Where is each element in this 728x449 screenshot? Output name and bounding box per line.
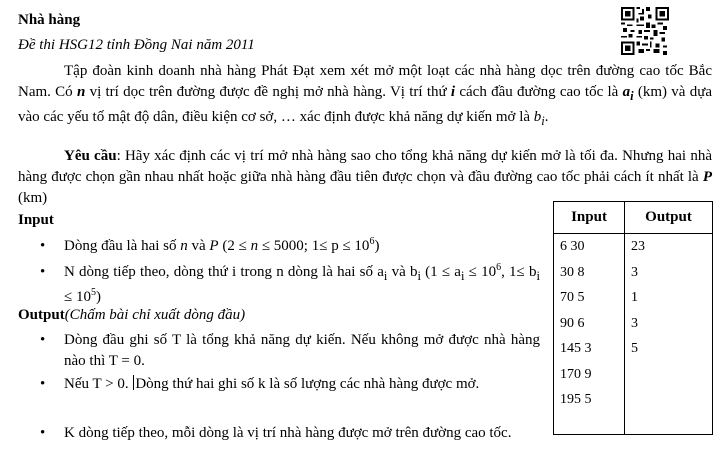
requirement-paragraph — [18, 146, 712, 209]
superscript: 5 — [90, 287, 96, 298]
text-run: N dòng tiếp theo, dòng thứ i trong n dòng là hai số a — [64, 264, 384, 280]
var-a: a — [622, 84, 631, 100]
problem-title: Nhà hàng — [18, 12, 81, 28]
output-bullet-3: K dòng tiếp theo, mỗi dòng là vị trí nhà hàng được mở trên đường cao tốc. — [64, 425, 512, 441]
var-n: n — [180, 238, 188, 254]
var-b: b — [533, 109, 542, 125]
bullet-icon: • — [40, 425, 46, 441]
input-bullet-2 — [64, 262, 540, 308]
output-line: 1 — [631, 290, 639, 305]
text-run: Nếu T > 0. — [64, 376, 129, 392]
output-heading: Output — [18, 307, 65, 323]
bullet-icon: • — [40, 332, 46, 348]
table-header-row — [554, 202, 713, 234]
text-run: (2 ≤ — [218, 238, 251, 254]
input-line: 145 3 — [560, 341, 592, 356]
requirement-label: Yêu cầu — [64, 148, 117, 164]
text-run: ) — [374, 238, 380, 254]
text-run: vị trí dọc trên đường được đề nghị mở nhà hàng. Vị trí thứ — [85, 84, 451, 100]
table-row — [554, 234, 713, 435]
text-run: ) — [95, 289, 101, 305]
var-a-sub: i — [630, 89, 634, 103]
bullet-icon: • — [40, 264, 46, 280]
output-line: 23 — [631, 239, 646, 254]
subscript: i — [460, 269, 465, 283]
bullet-icon: • — [40, 376, 46, 392]
output-bullet-1: Dòng đầu ghi số T là tổng khả năng dự kiến. Nếu không mở được nhà hàng nào thì T = 0. — [64, 332, 540, 369]
var-n: n — [76, 84, 86, 100]
output-line: 3 — [631, 264, 639, 280]
text-run: ≤ 10 — [64, 289, 91, 305]
input-line: 170 9 — [560, 366, 592, 382]
text-run: Tập đoàn kinh doanh nhà hàng Phát Đạt xem xét mở một loạt các nhà hàng dọc trên đường cao tốc Bắc Nam. Có — [18, 63, 712, 100]
var-b-sub: i — [541, 114, 545, 128]
text-run: cách đầu đường cao tốc là — [455, 84, 623, 100]
subscript: i — [417, 269, 421, 283]
text-run: ≤ 5000; 1≤ p ≤ 10 — [258, 238, 370, 254]
example-table — [553, 201, 713, 435]
var-i: i — [450, 84, 456, 100]
var-p: P — [209, 238, 219, 254]
output-bullet-2 — [64, 374, 540, 395]
text-run: Dòng đầu là hai số — [64, 238, 181, 254]
output-line: 3 — [631, 315, 639, 331]
input-line: 195 5 — [560, 392, 592, 407]
input-cell — [554, 234, 625, 435]
description-paragraph — [18, 61, 712, 132]
superscript: 6 — [369, 236, 375, 247]
var-p: P — [702, 169, 712, 185]
input-line: 70 5 — [560, 290, 585, 305]
text-run: , 1≤ b — [501, 264, 537, 280]
subscript: i — [383, 269, 388, 283]
var-n: n — [250, 238, 259, 254]
text-run: (km) — [18, 190, 48, 206]
input-line: 6 30 — [560, 239, 585, 254]
output-note: (Chấm bài chỉ xuất dòng đầu) — [64, 307, 246, 323]
bullet-icon: • — [40, 238, 46, 254]
problem-source: Đề thi HSG12 tỉnh Đồng Nai năm 2011 — [18, 37, 255, 53]
subscript: i — [536, 269, 540, 283]
output-line: 5 — [631, 341, 639, 356]
table-header-input: Input — [554, 202, 625, 234]
text-run: . — [544, 109, 549, 125]
input-bullet-1 — [64, 236, 540, 257]
text-run: ≤ 10 — [464, 264, 497, 280]
text-run: và b — [387, 264, 418, 280]
output-heading-line — [18, 305, 245, 326]
qr-code-icon — [621, 7, 669, 55]
superscript: 6 — [496, 262, 502, 273]
input-line: 90 6 — [560, 315, 585, 331]
input-heading: Input — [18, 212, 54, 228]
text-run: (km) và dựa vào các yếu tố mật độ dân, điều kiện cơ sở, … xác định được khả năng dự kiến mở là — [18, 84, 712, 125]
text-run: (1 ≤ a — [420, 264, 461, 280]
input-line: 30 8 — [560, 264, 585, 280]
text-run: : Hãy xác định các vị trí mở nhà hàng sao cho tổng khả năng dự kiến mở là tối đa. Nhưng hai nhà hàng được chọn gần nhau nhất hoặc giữa nhà hàng đầu tiên được chọn và đầu đường cao tốc phải cách ít nhất là — [18, 148, 712, 185]
table-header-output: Output — [625, 202, 713, 234]
text-run: và — [187, 238, 210, 254]
text-run: Dòng thứ hai ghi số k là số lượng các nhà hàng được mở. — [135, 376, 480, 392]
output-cell — [625, 234, 713, 435]
